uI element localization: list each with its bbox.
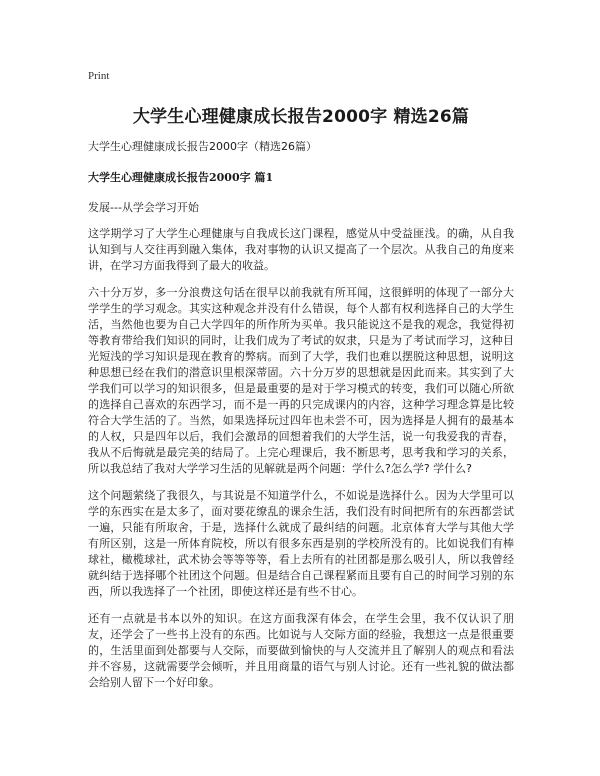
document-subtitle: 大学生心理健康成长报告2000字（精选26篇） — [88, 140, 317, 153]
section-heading: 大学生心理健康成长报告2000字 篇1 — [88, 171, 274, 184]
section-topic: 发展---从学会学习开始 — [88, 201, 199, 214]
print-label: Print — [88, 70, 110, 82]
page-title: 大学生心理健康成长报告2000字 精选26篇 — [132, 107, 470, 127]
body-paragraph-3: 这个问题萦绕了我很久，与其说是不知道学什么，不如说是选择什么。因为大学里可以学的东西实在是太多了，面对要花缭乱的课余生活，我们没有时间把所有的东西都尝试一遍，只能有所取舍，于是，选择什么就成了最纠结的问题。北京体育大学与其他大学有所区别，这是一所体育院校，所以有很多东西是别的学校所没有的。比如说我们有棒球社，橄榄球社，武术协会等等等等，看上去所有的社团都是那么吸引人，所以我曾经就纠结于选择哪个社团这个问题。但是结合自己课程紧而且要有自己的时间学习别的东西，所以我选择了一个社团，即使这样还是有些不甘心。 — [88, 489, 514, 598]
body-paragraph-4: 还有一点就是书本以外的知识。在这方面我深有体会，在学生会里，我不仅认识了朋友，还学会了一些书上没有的东西。比如说与人交际方面的经验，我想这一点是很重要的，生活里面到处都要与人交际，而要做到愉快的与人交流并且了解别人的观点和看法并不容易，这就需要学会倾听，并且用商量的语气与别人讨论。还有一些礼貌的做法都会给别人留下一个好印象。 — [88, 612, 514, 689]
body-paragraph-2: 六十分万岁，多一分浪费这句话在很早以前我就有所耳闻，这很鲜明的体现了一部分大学学生的学习观念。其实这种观念并没有什么错误，每个人都有权利选择自己的大学生活，当然他也要为自己大学四年的所作所为买单。我只能说这不是我的观念，我觉得初等教育带给我们知识的同时，让我们成为了考试的奴隶，只是为了考试而学习，这种目光短浅的学习知识是现在教育的弊病。而到了大学，我们也难以摆脱这种思想，说明这种思想已经在我们的潜意识里根深蒂固。六十分万岁的思想就是因此而来。其实到了大学我们可以学习的知识很多，但是最重要的是对于学习模式的转变，我们可以随心所欲的选择自己喜欢的东西学习，而不是一再的只完成课内的内容，这种学习理念算是比较符合大学生活的了。当然，如果选择玩过四年也未尝不可，因为选择是人拥有的最基本的人权，只是四年以后，我们会激昂的回想着我们的大学生活，说一句我爱我的青春，我从不后悔就是最完美的结局了。上完心理课后，我不断思考，思考我和学习的关系，所以我总结了我对大学学习生活的见解就是两个问题：学什么?怎么学? 学什么? — [88, 286, 514, 475]
document-page — [88, 70, 514, 702]
body-paragraph-1: 这学期学习了大学生心理健康与自我成长这门课程，感觉从中受益匪浅。的确，从自我认知到与人交往再到融入集体，我对事物的认识又提高了一个层次。从我自己的角度来讲，在学习方面我得到了最大的收益。 — [88, 227, 514, 272]
